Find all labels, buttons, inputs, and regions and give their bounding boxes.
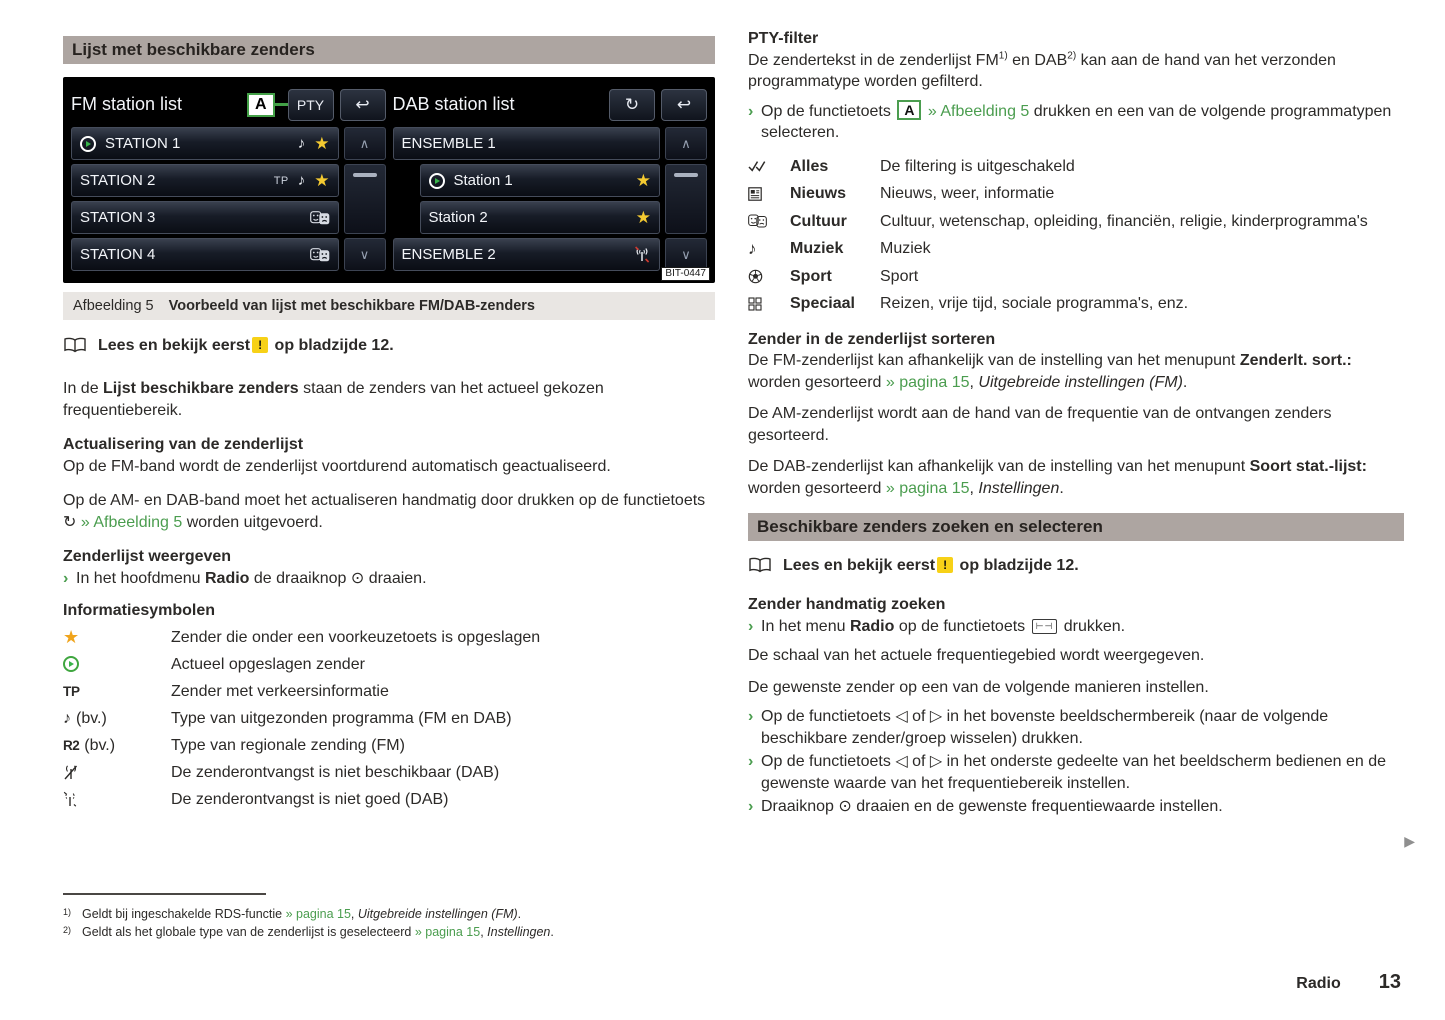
symbol-description: Actueel opgeslagen zender (171, 655, 365, 673)
instruction-bullet (748, 796, 1404, 818)
section-header-zenderlijst: Lijst met beschikbare zenders (63, 36, 715, 64)
footnotes (63, 893, 708, 941)
bullet-arrow-icon: › (748, 798, 754, 815)
ensemble-row (393, 238, 661, 271)
figure-code: BIT-0447 (661, 267, 710, 281)
station-label: Station 2 (428, 209, 488, 226)
open-book-icon (63, 337, 87, 360)
subheading-sorteren: Zender in de zenderlijst sorteren (748, 330, 996, 348)
fm-scrollbar (344, 127, 386, 271)
dab-screen-body (393, 127, 708, 271)
page-number: 13 (1378, 971, 1401, 993)
intro-paragraph: In de Lijst beschikbare zenders staan de zenders van het actueel gekozen frequentiebereik. (63, 380, 604, 419)
instruction-bullet[interactable] (748, 101, 1404, 144)
scroll-track (665, 164, 707, 234)
fm-screen-body (71, 127, 386, 271)
news-icon (748, 183, 790, 204)
theatre-masks-icon (310, 248, 330, 262)
programme-types-table (748, 156, 1404, 315)
bad-reception-icon (633, 246, 651, 263)
subheading-handmatig-zoeken: Zender handmatig zoeken (748, 596, 946, 613)
bullet-arrow-icon: › (748, 753, 754, 770)
read-first-text: Lees en bekijk eerst ! op bladzijde 12. (783, 557, 1079, 574)
music-note-icon: ♪ (748, 239, 757, 258)
section-header-zoeken: Beschikbare zenders zoeken en selecteren (748, 513, 1404, 541)
sport-ball-icon (748, 266, 790, 287)
scroll-track (344, 164, 386, 234)
station-row (71, 201, 339, 234)
dab-scrollbar (665, 127, 707, 271)
symbol-description: Type van uitgezonden programma (FM en DAB) (171, 709, 512, 727)
footnote-text: Geldt bij ingeschakelde RDS-functie » pagina 15, Uitgebreide instellingen (FM). (82, 907, 522, 921)
read-first-text: Lees en bekijk eerst ! op bladzijde 12. (98, 337, 394, 354)
instruction-bullet (63, 568, 715, 590)
scroll-handle (353, 173, 377, 177)
fm-screen-title: FM station list (71, 94, 183, 114)
read-first-note (748, 555, 1404, 580)
tp-icon: TP (273, 174, 289, 187)
continuation-arrow-icon: ▶ (1404, 833, 1415, 849)
ensemble-label: ENSEMBLE 1 (401, 135, 496, 152)
ensemble-label: ENSEMBLE 2 (401, 246, 496, 263)
programme-type-desc: Sport (880, 267, 919, 285)
footnote-text: Geldt als het globale type van de zenderlijst is geselecteerd » pagina 15, Instellingen. (82, 925, 554, 939)
symbol-description: Zender met verkeersinformatie (171, 682, 389, 700)
programme-type-desc: Cultuur, wetenschap, opleiding, financiën, religie, kinderprogramma's (880, 212, 1368, 230)
pty-filter-section (748, 28, 1404, 93)
scroll-up-icon: ∧ (665, 127, 707, 160)
all-filter-icon (748, 156, 790, 177)
ensemble-row (393, 127, 661, 160)
callout-connector-line (275, 103, 288, 106)
playing-station-icon (80, 136, 96, 152)
dab-screen-title: DAB station list (392, 94, 515, 114)
symbol-description: De zenderontvangst is niet beschikbaar (DAB) (171, 763, 500, 781)
sort-paragraph-2: De AM-zenderlijst wordt aan de hand van de frequentie van de ontvangen zenders gesorteerd. (748, 405, 1332, 444)
bullet-arrow-icon: › (748, 617, 754, 635)
subheading-pty-filter: PTY-filter (748, 30, 819, 47)
back-icon: ↩ (661, 89, 707, 121)
refresh-icon: ↻ (609, 89, 655, 121)
bullet-text: Op de functietoets ◁ of ▷ in het bovenste beeldschermbereik (naar de volgende beschikbare zender/groep wisselen) drukken. (761, 708, 1329, 747)
footnote-1[interactable] (63, 905, 708, 923)
fm-station-rows (71, 127, 339, 271)
special-grid-icon (748, 293, 790, 314)
culture-masks-icon (748, 211, 790, 232)
theatre-masks-icon (310, 211, 330, 225)
callout-a-badge: A (247, 93, 275, 117)
update-section (63, 434, 715, 477)
programme-type-name: Speciaal (790, 295, 855, 312)
tp-icon: TP (63, 683, 80, 699)
programme-type-icon: ♪ (bv.) (63, 709, 107, 727)
programme-type-name: Sport (790, 267, 832, 285)
sort-paragraph-1[interactable]: De FM-zenderlijst kan afhankelijk van de instelling van het menupunt Zenderlt. sort.: worden gesorteerd » pagina 15, Uitgebreide instellingen (FM). (748, 352, 1352, 391)
subheading-actualisering: Actualisering van de zenderlijst (63, 436, 304, 453)
footnote-mark: 1) (63, 907, 72, 917)
subheading-zenderlijst-weergeven: Zenderlijst weergeven (63, 548, 232, 565)
bullet-text: In het hoofdmenu Radio de draaiknop ⊙ draaien. (76, 569, 427, 587)
manual-search-section (748, 594, 1404, 637)
sort-paragraph-3[interactable]: De DAB-zenderlijst kan afhankelijk van de instelling van het menupunt Soort stat.-lijst: worden gesorteerd » pagina 15, Instellingen. (748, 458, 1367, 497)
programme-type-icon: ♪ (297, 172, 306, 189)
no-reception-icon (63, 762, 171, 783)
station-row (71, 238, 339, 271)
instruction-bullet (748, 706, 1404, 749)
caption-text: Voorbeeld van lijst met beschikbare FM/DAB-zenders (168, 298, 535, 314)
footnote-2[interactable] (63, 923, 708, 941)
preset-star-icon: ★ (314, 171, 330, 190)
station-label: STATION 4 (80, 246, 156, 263)
left-column (63, 36, 715, 810)
station-row (420, 164, 661, 197)
bullet-arrow-icon: › (748, 708, 754, 725)
symbol-description: Zender die onder een voorkeuzetoets is opgeslagen (171, 628, 541, 646)
pty-paragraph: De zendertekst in de zenderlijst FM$^{1)}$ en DAB$^{2)}$ kan aan de hand van het verzonden programmatype worden gefilterd. (748, 50, 1336, 90)
show-list-section (63, 546, 715, 589)
regional-icon: R2 (bv.) (63, 736, 116, 754)
update-paragraph-1: Op de FM-band wordt de zenderlijst voortdurend automatisch geactualiseerd. (63, 457, 611, 475)
dab-station-list-screen (393, 88, 708, 271)
station-label: STATION 2 (80, 172, 156, 189)
playing-station-icon (429, 173, 445, 189)
station-label: Station 1 (453, 172, 513, 189)
preset-star-icon: ★ (314, 134, 330, 153)
back-icon: ↩ (340, 89, 386, 121)
programme-type-name: Alles (790, 157, 829, 175)
subheading-informatiesymbolen: Informatiesymbolen (63, 602, 216, 619)
pty-button: PTY (288, 89, 334, 121)
fm-screen-header (71, 88, 386, 121)
footer-section-label: Radio (1296, 975, 1341, 992)
dab-station-rows (393, 127, 661, 271)
page-footer (1296, 971, 1401, 994)
scroll-up-icon: ∧ (344, 127, 386, 160)
preset-star-icon: ★ (635, 208, 651, 227)
set-paragraph: De gewenste zender op een van de volgende manieren instellen. (748, 678, 1209, 696)
figure-radio-screens (63, 77, 715, 283)
figure-caption (63, 292, 715, 320)
sort-section (748, 329, 1404, 394)
scroll-down-icon: ∨ (344, 238, 386, 271)
instruction-bullet (748, 751, 1404, 794)
station-row (71, 164, 339, 197)
bullet-text: Op de functietoets A » Afbeelding 5 drukken en een van de volgende programmatypen selecteren. (761, 101, 1392, 141)
programme-type-desc: De filtering is uitgeschakeld (880, 157, 1075, 175)
programme-type-name: Nieuws (790, 185, 847, 202)
bullet-text: Op de functietoets ◁ of ▷ in het onderste gedeelte van het beeldscherm bedienen en de gewenste waarde van het frequentiebereik instellen. (761, 753, 1387, 792)
programme-type-name: Cultuur (790, 212, 847, 230)
preset-star-icon: ★ (63, 627, 80, 647)
station-label: STATION 3 (80, 209, 156, 226)
right-column (748, 28, 1404, 818)
station-row (420, 201, 661, 234)
dab-screen-header (393, 88, 708, 121)
bullet-arrow-icon: › (748, 102, 754, 120)
instruction-bullet (748, 616, 1404, 638)
station-row (71, 127, 339, 160)
bullet-arrow-icon: › (63, 569, 69, 587)
programme-type-desc: Nieuws, weer, informatie (880, 185, 1055, 202)
open-book-icon (748, 557, 772, 580)
programme-type-name: Muziek (790, 240, 844, 257)
programme-type-icon: ♪ (297, 135, 306, 152)
programme-type-desc: Muziek (880, 240, 931, 257)
symbol-description: De zenderontvangst is niet goed (DAB) (171, 790, 449, 808)
footnote-rule (63, 893, 266, 895)
read-first-note (63, 335, 715, 360)
scale-paragraph: De schaal van het actuele frequentiegebied wordt weergegeven. (748, 647, 1205, 664)
playing-station-icon (63, 654, 171, 675)
caption-label: Afbeelding 5 (73, 298, 154, 314)
update-paragraph-2[interactable]: Op de AM- en DAB-band moet het actualiseren handmatig door drukken op de functietoets ↻ » Afbeelding 5 worden uitgevoerd. (63, 492, 706, 531)
symbol-description: Type van regionale zending (FM) (171, 736, 405, 754)
bad-reception-icon (63, 789, 171, 810)
bullet-text: Draaiknop ⊙ draaien en de gewenste frequentiewaarde instellen. (761, 798, 1223, 815)
scroll-down-icon: ∨ (665, 238, 707, 271)
info-symbols-table (63, 627, 715, 811)
preset-star-icon: ★ (635, 171, 651, 190)
scroll-handle (674, 173, 698, 177)
station-label: STATION 1 (105, 135, 181, 152)
footnote-mark: 2) (63, 925, 72, 935)
bullet-text: In het menu Radio op de functietoets ⊢⊣ drukken. (761, 617, 1126, 635)
programme-type-desc: Reizen, vrije tijd, sociale programma's, enz. (880, 295, 1189, 312)
fm-station-list-screen (71, 88, 386, 271)
